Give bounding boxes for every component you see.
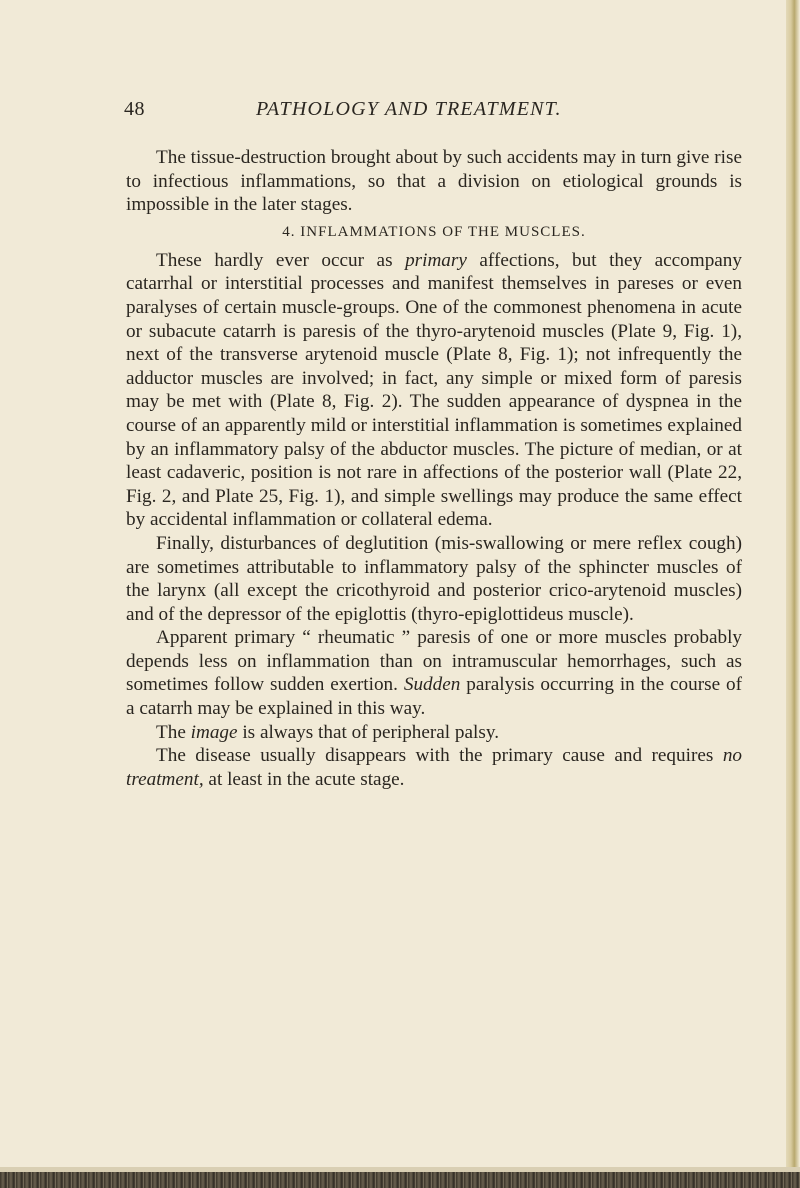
paragraph-2 xyxy=(126,249,742,532)
page-number: 48 xyxy=(124,98,145,120)
paragraph-4-start: Apparent primary “ rheumatic ” paresis of one or more muscles probably depends less on inflammation than on intramuscular hemorrhages, such as sometimes follow sudden exertion. xyxy=(126,627,742,696)
paragraph-4 xyxy=(126,626,742,720)
paragraph-4-rest: paralysis occurring in the course of a catarrh may be explained in this way. xyxy=(126,674,742,720)
section-heading: 4. INFLAMMATIONS OF THE MUSCLES. xyxy=(282,223,586,240)
body-text xyxy=(126,146,742,791)
paragraph-6-emphasis: no treatment, xyxy=(126,745,742,790)
paragraph-4-emphasis: Sudden xyxy=(403,674,461,696)
paragraph-5-start: The xyxy=(156,721,191,743)
paragraph-5-rest: is always that of peripheral palsy. xyxy=(237,721,499,743)
page-header xyxy=(124,98,764,128)
paragraph-1: The tissue-destruction brought about by such accidents may in turn give rise to infectious inflammations, so that a division on etiological grounds is impossible in the later stages. xyxy=(126,147,742,216)
running-title: PATHOLOGY AND TREATMENT. xyxy=(256,98,562,120)
paragraph-5-emphasis: image xyxy=(190,721,238,743)
paragraph-6-start: The disease usually disappears with the primary cause and requires xyxy=(156,745,723,767)
page-edge-right xyxy=(786,0,800,1188)
paragraph-6-rest: at least in the acute stage. xyxy=(203,768,405,790)
paragraph-5 xyxy=(126,721,742,745)
page-edge-bottom xyxy=(0,1172,800,1188)
paragraph-2-rest: affections, but they accompany catarrhal or interstitial processes and manifest themselves in pareses or even paralyses of certain muscle-groups. One of the commonest phenomena in acute or subacute catarrh is paresis of the thyro-arytenoid muscles (Plate 9, Fig. 1), next of the transverse arytenoid muscle (Plate 8, Fig. 1); not infrequently the adductor muscles are involved; in fact, any simple or mixed form of paresis may be met with (Plate 8, Fig. 2). The sudden appearance of dyspnea in the course of an apparently mild or interstitial inflammation is sometimes explained by an inflammatory palsy of the abductor muscles. The picture of median, or at least cadaveric, position is not rare in affections of the posterior wall (Plate 22, Fig. 2, and Plate 25, Fig. 1), and simple swellings may produce the same effect by accidental inflammation or collateral edema. xyxy=(126,249,742,531)
paragraph-6 xyxy=(126,744,742,791)
paragraph-2-start: These hardly ever occur as xyxy=(156,249,406,271)
paragraph-2-emphasis: primary xyxy=(405,249,467,271)
paragraph-3: Finally, disturbances of deglutition (mis-swallowing or mere reflex cough) are sometimes attributable to inflammatory palsy of the sphincter muscles of the larynx (all except the cricothyroid and posterior crico-arytenoid muscles) and of the depressor of the epiglottis (thyro-epiglottideus muscle). xyxy=(126,532,742,625)
